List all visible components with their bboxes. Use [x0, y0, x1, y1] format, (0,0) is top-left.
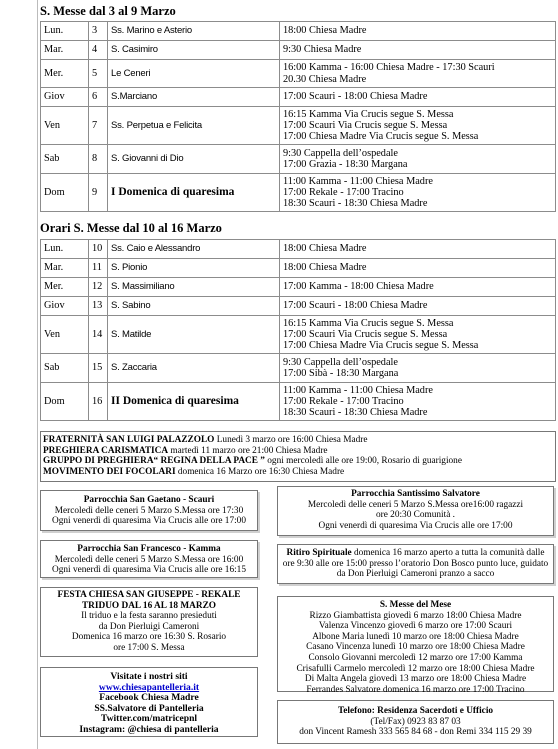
- schedule-row: [41, 22, 556, 41]
- schedule-row: [41, 60, 556, 88]
- schedule-row: [41, 354, 556, 383]
- mass-times-cell: [280, 297, 556, 316]
- mass-time-line: 17:00 Scauri Via Crucis segue S. Messa: [283, 328, 448, 340]
- mese-line: Rizzo Giambattista giovedì 6 marzo 18:00 Chiesa Madre: [309, 610, 522, 621]
- festa-line: ore 17:00 S. Messa: [113, 642, 185, 653]
- day-cell: [41, 145, 89, 174]
- day-cell-text: Sab: [44, 153, 60, 165]
- saint-cell-text: S. Pionio: [111, 262, 148, 274]
- siti-title: Visitate i nostri siti: [110, 671, 188, 682]
- mass-time-line: 17:00 Rekale - 17:00 Tracino: [283, 186, 404, 198]
- day-cell: [41, 60, 89, 88]
- day-cell: [41, 88, 89, 107]
- day-cell: [41, 297, 89, 316]
- mass-time-line: 17:00 Chiesa Madre Via Crucis segue S. Messa: [283, 131, 479, 143]
- mass-time-line: 18:00 Chiesa Madre: [283, 243, 367, 255]
- mass-time-line: 18:30 Scauri - 18:30 Chiesa Madre: [283, 198, 428, 210]
- date-number-cell: [89, 354, 108, 383]
- mass-time-line: 17:00 Sibà - 18:30 Margana: [283, 368, 399, 379]
- salvatore-box: [277, 486, 554, 536]
- day-cell: [41, 107, 89, 145]
- mese-line: Di Malta Angela giovedì 13 marzo ore 18:00 Chiesa Madre: [304, 674, 527, 685]
- saint-cell: [108, 41, 280, 60]
- date-number-cell: [89, 240, 108, 259]
- date-number-cell: [89, 278, 108, 297]
- date-number-cell: [89, 174, 108, 212]
- week1-table: [40, 21, 556, 212]
- saint-cell-text: Le Ceneri: [111, 67, 151, 79]
- schedule-row: [41, 297, 556, 316]
- festa-box: [40, 587, 258, 657]
- date-number-cell-text: 16: [92, 395, 103, 407]
- website-link[interactable]: www.chiesapantelleria.it: [98, 681, 200, 693]
- mass-times-cell: [280, 174, 556, 212]
- kamma-line: Mercoledì delle ceneri 5 Marzo S.Messa ore 16:00: [54, 554, 244, 565]
- date-number-cell-text: 9: [92, 186, 98, 198]
- date-number-cell-text: 11: [92, 262, 102, 274]
- mass-times-cell: [280, 278, 556, 297]
- saint-cell: [108, 259, 280, 278]
- mass-time-line: 17:00 Rekale - 17:00 Tracino: [283, 395, 404, 407]
- saint-cell-text: I Domenica di quaresima: [111, 185, 235, 198]
- saint-cell: [108, 145, 280, 174]
- day-cell-text: Giov: [44, 91, 65, 103]
- telefono-line: don Vincent Ramesh 333 565 84 68 - don Remi 334 115 29 39: [299, 727, 532, 738]
- saint-cell: [108, 383, 280, 421]
- ritiro-title: Ritiro Spirituale: [286, 548, 352, 558]
- saint-cell: [108, 297, 280, 316]
- date-number-cell: [89, 297, 108, 316]
- mass-times-cell: [280, 354, 556, 383]
- day-cell: [41, 316, 89, 354]
- saint-cell-text: Ss. Perpetua e Felicita: [111, 119, 202, 131]
- salvatore-line: Ogni venerdì di quaresima Via Crucis alle ore 17:00: [318, 520, 513, 531]
- date-number-cell-text: 10: [92, 243, 103, 255]
- festa-line: Domenica 16 marzo ore 16:30 S. Rosario: [71, 632, 227, 643]
- schedule-row: [41, 278, 556, 297]
- day-cell: [41, 22, 89, 41]
- mass-time-line: 18:00 Chiesa Madre: [283, 262, 367, 274]
- mass-times-cell: [280, 41, 556, 60]
- mass-time-line: 17:00 Grazia - 18:30 Margana: [283, 159, 408, 170]
- mass-times-cell: [280, 22, 556, 41]
- saint-cell-text: S. Sabino: [111, 300, 151, 312]
- scauri-box: [40, 490, 258, 531]
- saint-cell-text: S. Massimiliano: [111, 281, 175, 293]
- date-number-cell-text: 8: [92, 153, 98, 165]
- saint-cell: [108, 60, 280, 88]
- date-number-cell-text: 5: [92, 67, 98, 79]
- mass-time-line: 20.30 Chiesa Madre: [283, 73, 367, 85]
- saint-cell-text: S. Matilde: [111, 328, 152, 340]
- day-cell: [41, 354, 89, 383]
- mass-time-line: 18:00 Chiesa Madre: [283, 25, 367, 37]
- date-number-cell-text: 12: [92, 281, 103, 293]
- date-number-cell-text: 7: [92, 119, 98, 131]
- day-cell-text: Lun.: [44, 25, 64, 37]
- salvatore-line: Mercoledì delle ceneri 5 Marzo S.Messa ore16:00 ragazzi: [307, 499, 524, 510]
- date-number-cell: [89, 22, 108, 41]
- salvatore-line: ore 20:30 Comunità .: [375, 510, 455, 521]
- schedule-row: [41, 145, 556, 174]
- day-cell-text: Mer.: [44, 67, 64, 79]
- date-number-cell: [89, 145, 108, 174]
- scauri-title: Parrocchia San Gaetano - Scauri: [83, 495, 215, 505]
- festa-line: da Don Pierluigi Cameroni: [98, 621, 200, 632]
- siti-line: Twitter.com/matricepnl: [100, 713, 198, 725]
- mass-times-cell: [280, 60, 556, 88]
- mass-time-line: 17:00 Scauri - 18:00 Chiesa Madre: [283, 300, 428, 312]
- saint-cell-text: Ss. Caio e Alessandro: [111, 243, 201, 255]
- ritiro-text: domenica 16 marzo aperto a tutta la comunità dalle ore 9:30 alle ore 15:00 presso l’oratorio Don Bosco punto luce, guidato da Don Pierluigi Cameroni pranzo a sacco: [282, 548, 549, 580]
- saint-cell-text: S. Giovanni di Dio: [111, 153, 184, 165]
- mass-time-line: 9:30 Cappella dell’ospedale: [283, 147, 398, 159]
- day-cell-text: Mar.: [44, 262, 64, 274]
- saint-cell-text: II Domenica di quaresima: [111, 394, 239, 407]
- schedule-row: [41, 88, 556, 107]
- group-line-fraternita: FRATERNITÀ SAN LUIGI PALAZZOLO Lunedì 3 marzo ore 16:00 Chiesa Madre: [43, 435, 368, 445]
- schedule-row: [41, 174, 556, 212]
- salvatore-title: Parrocchia Santissimo Salvatore: [351, 489, 480, 499]
- festa-subtitle: TRIDUO DAL 16 AL 18 MARZO: [81, 600, 217, 611]
- date-number-cell: [89, 383, 108, 421]
- schedule-row: [41, 41, 556, 60]
- telefono-box: [277, 700, 554, 744]
- schedule-row: [41, 259, 556, 278]
- saint-cell: [108, 88, 280, 107]
- ritiro-box: [277, 544, 554, 584]
- mass-times-cell: [280, 383, 556, 421]
- saint-cell: [108, 174, 280, 212]
- mass-times-cell: [280, 240, 556, 259]
- telefono-line: (Tel/Fax) 0923 83 87 03: [370, 716, 461, 727]
- kamma-box: [40, 540, 258, 578]
- mass-time-line: 9:30 Cappella dell’ospedale: [283, 356, 398, 368]
- date-number-cell: [89, 107, 108, 145]
- day-cell-text: Ven: [44, 119, 61, 131]
- siti-line: SS.Salvatore di Pantelleria: [94, 702, 204, 714]
- schedule-row: [41, 240, 556, 259]
- mass-time-line: 11:00 Kamma - 11:00 Chiesa Madre: [283, 384, 433, 396]
- mass-time-line: 17:00 Scauri - 18:00 Chiesa Madre: [283, 91, 428, 103]
- day-cell-text: Mar.: [44, 44, 64, 56]
- date-number-cell: [89, 41, 108, 60]
- day-cell: [41, 240, 89, 259]
- schedule-row: [41, 107, 556, 145]
- day-cell-text: Mer.: [44, 281, 64, 293]
- festa-line: Il triduo e la festa saranno presieduti: [81, 611, 217, 622]
- day-cell: [41, 41, 89, 60]
- date-number-cell: [89, 60, 108, 88]
- saint-cell-text: S. Zaccaria: [111, 362, 157, 374]
- mass-times-cell: [280, 316, 556, 354]
- date-number-cell-text: 4: [92, 44, 98, 56]
- schedule-row: [41, 383, 556, 421]
- mese-line: Albone Maria lunedì 10 marzo ore 18:00 Chiesa Madre: [312, 631, 519, 642]
- day-cell: [41, 383, 89, 421]
- week2-table: [40, 239, 556, 421]
- date-number-cell-text: 6: [92, 91, 98, 103]
- group-line-carismatica: PREGHIERA CARISMATICA martedì 11 marzo ore 21:00 Chiesa Madre: [43, 445, 328, 456]
- date-number-cell-text: 15: [92, 362, 103, 374]
- mese-box: [277, 596, 554, 695]
- day-cell-text: Dom: [44, 186, 65, 198]
- mass-times-cell: [280, 88, 556, 107]
- day-cell-text: Giov: [44, 300, 65, 312]
- day-cell: [41, 174, 89, 212]
- siti-line: Facebook Chiesa Madre: [99, 692, 199, 704]
- mass-time-line: 11:00 Kamma - 11:00 Chiesa Madre: [283, 175, 433, 187]
- day-cell-text: Ven: [44, 328, 61, 340]
- groups-box: [40, 431, 556, 482]
- saint-cell: [108, 316, 280, 354]
- group-line-regina: GRUPPO DI PREGHIERA“ REGINA DELLA PACE ” ogni mercoledì alle ore 19:00, Rosario di guarigione: [43, 456, 462, 467]
- saint-cell: [108, 22, 280, 41]
- day-cell: [41, 259, 89, 278]
- day-cell-text: Sab: [44, 362, 60, 374]
- telefono-title: Telefono: Residenza Sacerdoti e Ufficio: [337, 706, 494, 716]
- mass-time-line: 16:15 Kamma Via Crucis segue S. Messa: [283, 317, 454, 329]
- mese-line: Casano Vincenza lunedì 10 marzo ore 18:00 Chiesa Madre: [306, 642, 525, 653]
- saint-cell-text: S.Marciano: [111, 91, 158, 103]
- week1-title: S. Messe dal 3 al 9 Marzo: [40, 4, 176, 18]
- day-cell-text: Lun.: [44, 243, 64, 255]
- mese-line: Consolo Giovanni mercoledì 12 marzo ore 17:00 Kamma: [308, 652, 523, 663]
- date-number-cell: [89, 316, 108, 354]
- day-cell-text: Dom: [44, 395, 65, 407]
- siti-line: Instagram: @chiesa di pantelleria: [79, 723, 219, 735]
- mass-time-line: 9:30 Chiesa Madre: [283, 44, 362, 56]
- kamma-line: Ogni venerdì di quaresima Via Crucis alle ore 16:15: [52, 565, 246, 576]
- mass-time-line: 18:30 Scauri - 18:30 Chiesa Madre: [283, 407, 428, 419]
- mese-line: Ferrandes Salvatore domenica 16 marzo ore 17:00 Tracino: [306, 684, 525, 695]
- siti-box: [40, 667, 258, 737]
- mese-line: Valenza Vincenzo giovedì 6 marzo ore 17:00 Scauri: [318, 621, 513, 632]
- mass-time-line: 17:00 Scauri Via Crucis segue S. Messa: [283, 119, 448, 131]
- mass-time-line: 17:00 Kamma - 18:00 Chiesa Madre: [283, 281, 434, 293]
- mass-times-cell: [280, 145, 556, 174]
- saint-cell: [108, 354, 280, 383]
- saint-cell: [108, 107, 280, 145]
- mass-times-cell: [280, 107, 556, 145]
- saint-cell: [108, 278, 280, 297]
- scauri-line: Mercoledì delle ceneri 5 Marzo S.Messa ore 17:30: [54, 505, 244, 516]
- group-line-focolari: MOVIMENTO DEI FOCOLARI domenica 16 Marzo ore 16:30 Chiesa Madre: [43, 466, 345, 477]
- date-number-cell: [89, 88, 108, 107]
- week2-title: Orari S. Messe dal 10 al 16 Marzo: [40, 221, 222, 235]
- mass-time-line: 16:15 Kamma Via Crucis segue S. Messa: [283, 108, 454, 120]
- saint-cell-text: Ss. Marino e Asterio: [111, 25, 193, 37]
- saint-cell-text: S. Casimiro: [111, 44, 158, 56]
- saint-cell: [108, 240, 280, 259]
- kamma-title: Parrocchia San Francesco - Kamma: [77, 544, 221, 554]
- mese-title: S. Messe del Mese: [379, 600, 452, 610]
- schedule-row: [41, 316, 556, 354]
- mese-line: Crisafulli Carmelo mercoledì 12 marzo ore 18:00 Chiesa Madre: [296, 663, 535, 674]
- mass-times-cell: [280, 259, 556, 278]
- date-number-cell-text: 13: [92, 300, 103, 312]
- mass-time-line: 17:00 Chiesa Madre Via Crucis segue S. Messa: [283, 340, 479, 352]
- date-number-cell-text: 14: [92, 328, 103, 340]
- festa-title: FESTA CHIESA SAN GIUSEPPE - REKALE: [57, 590, 241, 600]
- day-cell: [41, 278, 89, 297]
- date-number-cell-text: 3: [92, 25, 98, 37]
- date-number-cell: [89, 259, 108, 278]
- mass-time-line: 16:00 Kamma - 16:00 Chiesa Madre - 17:30 Scauri: [283, 62, 495, 74]
- scauri-line: Ogni venerdì di quaresima Via Crucis alle ore 17:00: [52, 516, 246, 527]
